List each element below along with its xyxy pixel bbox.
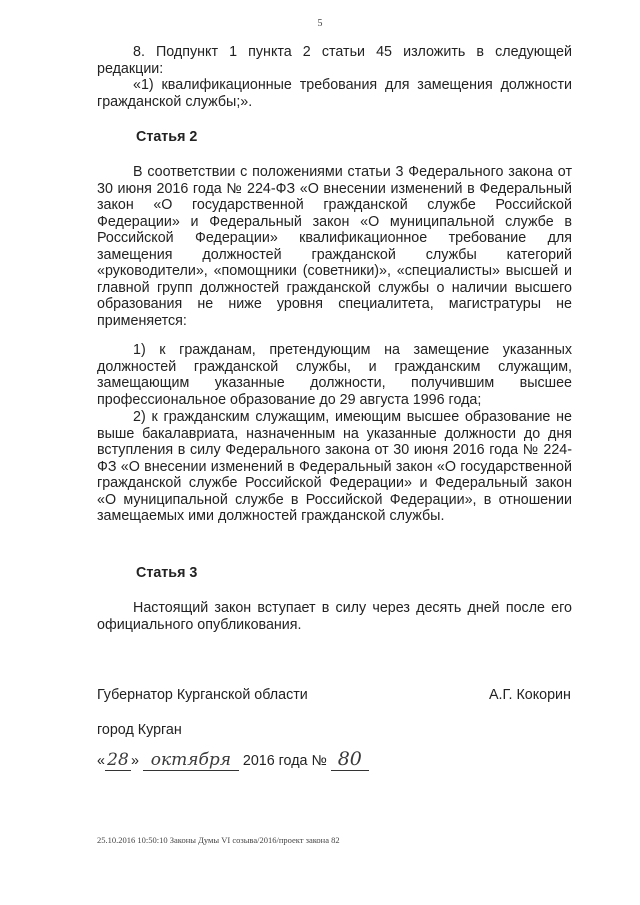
law-number-handwritten: 80 [331, 748, 369, 771]
date-open-quote: « [97, 753, 105, 769]
article2-intro: В соответствии с положениями статьи 3 Федерального закона от 30 июня 2016 года № 224-ФЗ «О внесении изменений в Федеральный закон «О государственной гражданской службе Российской Федерации» и Федеральный закон «О муниципальной службе в Российской Федерации» квалификационное требование для замещения должностей гражданской службы категорий «руководители», «помощники (советники)», «специалисты» высшей и главной групп должностей гражданской службы о наличии высшего образования не ниже уровня специалитета, магистратуры не применяется: [97, 164, 572, 329]
item8-text: 8. Подпункт 1 пункта 2 статьи 45 изложить в следующей редакции: [97, 44, 572, 77]
date-day-handwritten: 28 [105, 750, 131, 771]
article2-title: Статья 2 [136, 129, 198, 145]
city-name: город Курган [97, 722, 182, 738]
article2-item1: 1) к гражданам, претендующим на замещение указанных должностей гражданской службы, и гражданским служащим, замещающим указанные должности, получившим высшее профессиональное образование до 29 августа 1996 года; [97, 342, 572, 408]
page-number: 5 [317, 18, 323, 29]
item8-quote: «1) квалификационные требования для замещения должности гражданской службы;». [97, 77, 572, 110]
governor-name: А.Г. Кокорин [489, 687, 571, 703]
date-line [97, 748, 369, 771]
date-close-quote: » [130, 753, 139, 769]
article2-item2: 2) к гражданским служащим, имеющим высшее образование не выше бакалавриата, назначенным на указанные должности до дня вступления в силу Федерального закона от 30 июня 2016 года № 224-ФЗ «О внесении изменений в Федеральный закон «О государственной гражданской службе Российской Федерации» и Федеральный закон «О муниципальной службе в Российской Федерации», в отношении замещаемых ими должностей гражданской службы. [97, 409, 572, 524]
article3-title: Статья 3 [136, 565, 198, 581]
article3-text: Настоящий закон вступает в силу через десять дней после его официального опубликования. [97, 600, 572, 633]
date-year-text: 2016 года № [242, 753, 327, 769]
date-month-handwritten: октября [143, 750, 239, 771]
footer-stamp: 25.10.2016 10:50:10 Законы Думы VI созыва/2016/проект закона 82 [97, 835, 340, 845]
governor-position: Губернатор Курганской области [97, 687, 308, 703]
